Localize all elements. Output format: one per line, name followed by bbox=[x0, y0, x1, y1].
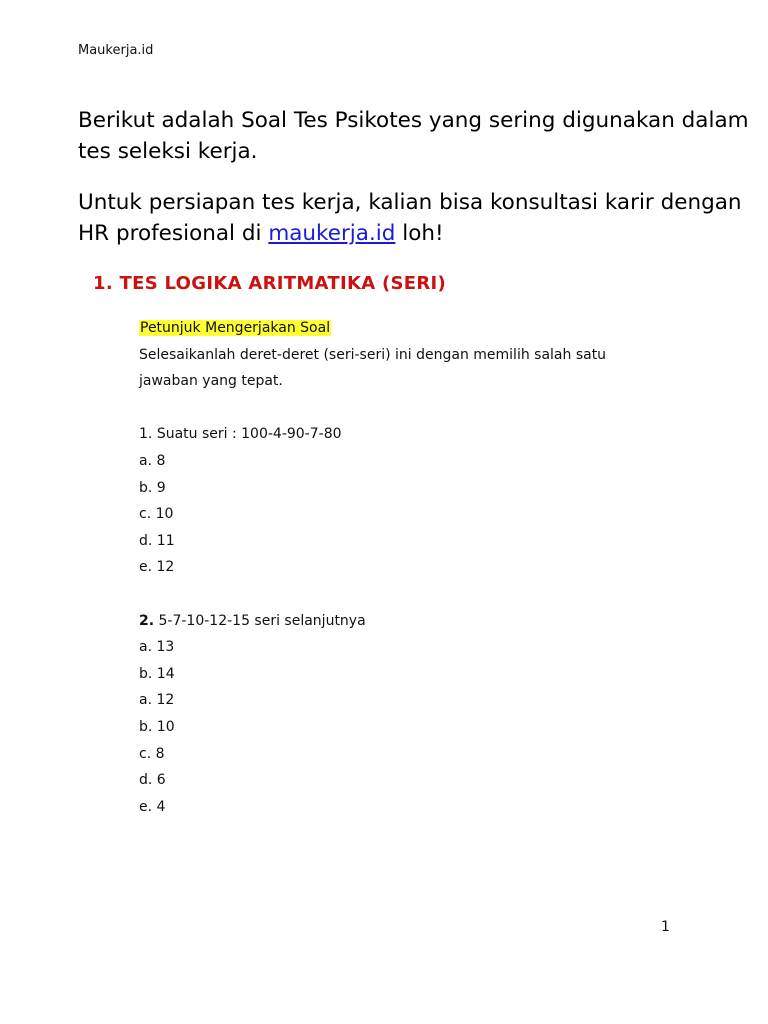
question-2-option-1: a. 13 bbox=[139, 639, 175, 656]
question-2-option-5: c. 8 bbox=[139, 745, 165, 762]
question-2-text: 5-7-10-12-15 seri selanjutnya bbox=[158, 612, 366, 629]
instruction-line-2: jawaban yang tepat. bbox=[139, 373, 283, 390]
question-1 bbox=[139, 421, 739, 581]
question-2-option-4: b. 10 bbox=[139, 718, 175, 735]
question-2-option-6: d. 6 bbox=[139, 772, 166, 789]
question-2-option-7: e. 4 bbox=[139, 798, 166, 815]
question-2-option-2: b. 14 bbox=[139, 665, 175, 682]
intro-paragraph-1: Berikut adalah Soal Tes Psikotes yang sering digunakan dalam tes seleksi kerja. bbox=[78, 108, 749, 164]
page-number: 1 bbox=[661, 919, 670, 935]
question-1-text: Suatu seri : 100-4-90-7-80 bbox=[156, 426, 342, 443]
question-2-stem bbox=[139, 608, 739, 635]
question-1-option-b: b. 9 bbox=[139, 479, 166, 496]
instruction-title: Petunjuk Mengerjakan Soal bbox=[140, 320, 331, 336]
question-1-option-d: d. 11 bbox=[139, 532, 175, 549]
section-heading: 1. TES LOGIKA ARITMATIKA (SERI) bbox=[93, 273, 447, 294]
maukerja-link[interactable]: maukerja.id bbox=[268, 221, 396, 246]
spacer bbox=[139, 581, 739, 608]
intro-paragraph-2-suffix: loh! bbox=[395, 221, 444, 246]
instruction-line-1: Selesaikanlah deret-deret (seri-seri) ini dengan memilih salah satu bbox=[139, 346, 607, 363]
site-header: Maukerja.id bbox=[78, 43, 154, 58]
question-2-option-3: a. 12 bbox=[139, 692, 175, 709]
question-content bbox=[139, 315, 739, 820]
spacer bbox=[139, 395, 739, 422]
question-1-option-a: a. 8 bbox=[139, 452, 166, 469]
question-1-option-e: e. 12 bbox=[139, 559, 175, 576]
intro-paragraph-2-prefix: Untuk persiapan tes kerja, kalian bisa konsultasi karir dengan HR profesional di bbox=[78, 190, 742, 246]
question-1-option-c: c. 10 bbox=[139, 506, 174, 523]
question-2 bbox=[139, 608, 739, 821]
intro-text bbox=[78, 105, 758, 249]
question-1-stem bbox=[139, 421, 739, 448]
intro-paragraph-2 bbox=[78, 187, 758, 249]
instruction-title-line bbox=[139, 315, 739, 342]
question-2-number: 2. bbox=[139, 612, 155, 629]
question-1-number: 1. bbox=[139, 426, 153, 443]
